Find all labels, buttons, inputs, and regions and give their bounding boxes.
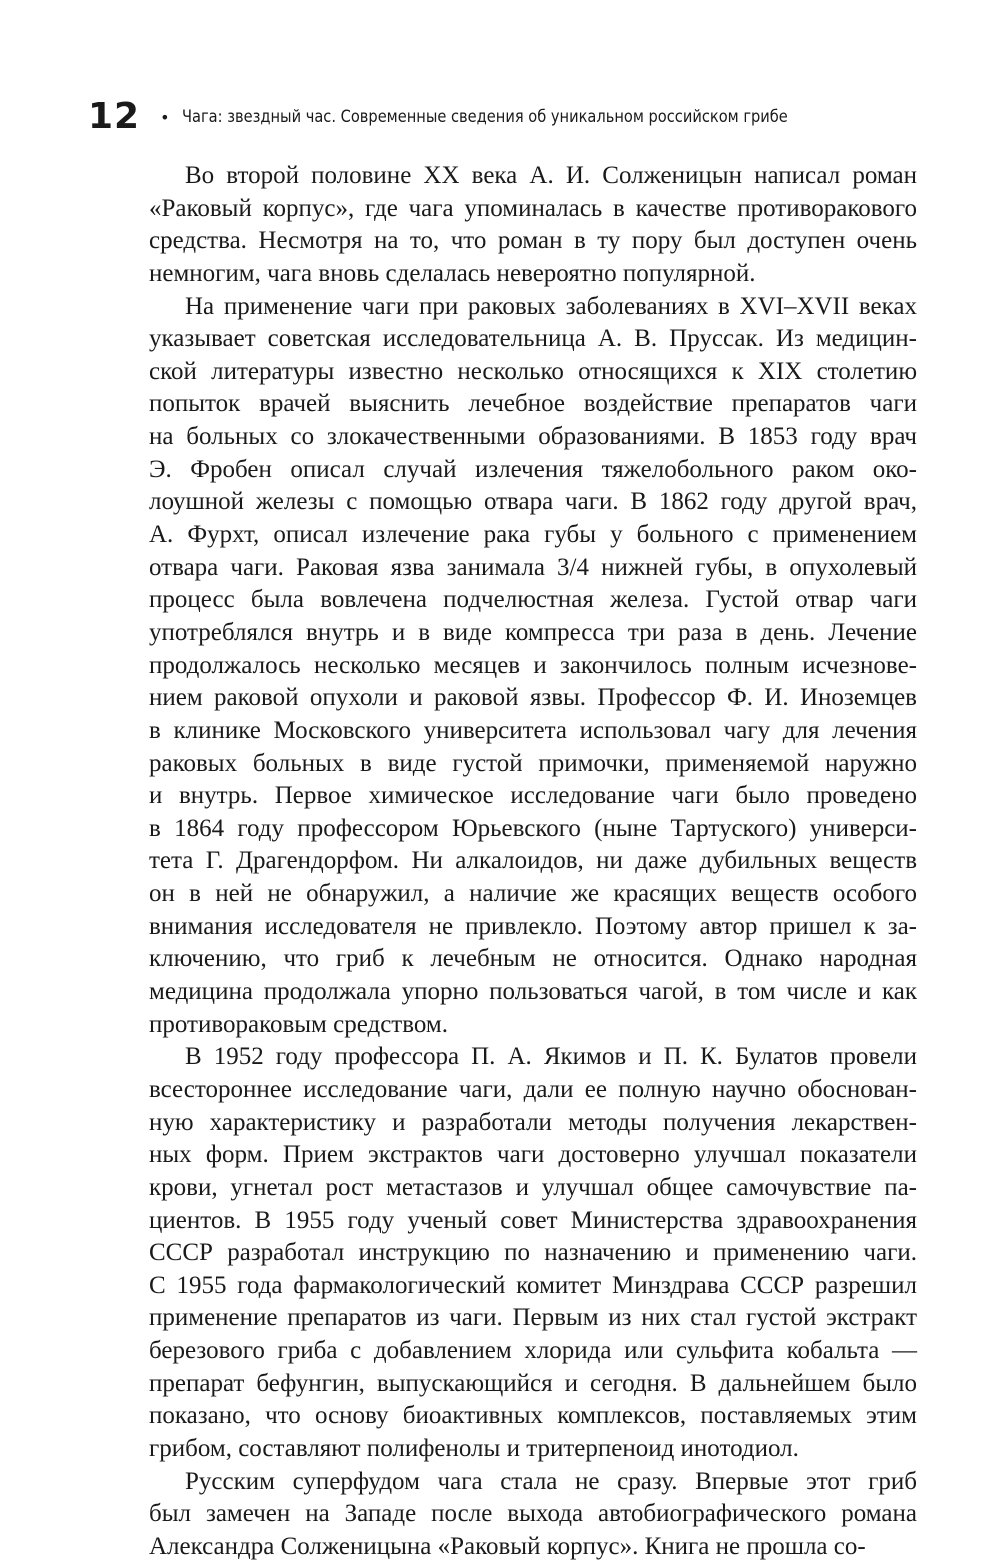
text-line: лоушной железы с помощью отвара чаги. В 1862 году другой врач, bbox=[149, 488, 917, 516]
text-line: употреблялся внутрь и в виде компресса три раза в день. Лечение bbox=[149, 618, 917, 646]
running-head bbox=[88, 92, 928, 142]
text-line: процесс была вовлечена подчелюстная железа. Густой отвар чаги bbox=[149, 586, 917, 614]
text-line: был замечен на Западе после выхода автобиографического романа bbox=[149, 1500, 917, 1528]
text-line: ную характеристику и разработали методы получения лекарствен- bbox=[149, 1108, 917, 1136]
text-line: Александра Солженицына «Раковый корпус». Книга не прошла со- bbox=[149, 1532, 866, 1560]
text-line: препарат бефунгин, выпускающийся и сегодня. В дальнейшем было bbox=[149, 1369, 917, 1397]
text-line: средства. Несмотря на то, что роман в ту пору был доступен очень bbox=[149, 227, 917, 255]
text-line: он в ней не обнаружил, а наличие же красящих веществ особого bbox=[149, 880, 917, 908]
text-line: тета Г. Драгендорфом. Ни алкалоидов, ни даже дубильных веществ bbox=[149, 847, 917, 875]
text-line: в клинике Московского университета использовал чагу для лечения bbox=[149, 716, 917, 744]
page-number: 12 bbox=[88, 96, 141, 137]
paragraph bbox=[149, 160, 917, 291]
text-line: циентов. В 1955 году ученый совет Министерства здравоохранения bbox=[149, 1206, 917, 1234]
text-line: грибом, составляют полифенолы и тритерпеноид инотодиол. bbox=[149, 1434, 799, 1462]
body-text bbox=[149, 160, 917, 1564]
text-line: ных форм. Прием экстрактов чаги достоверно улучшал показатели bbox=[149, 1141, 917, 1169]
text-line: продолжалось несколько месяцев и закончилось полным исчезнове- bbox=[149, 651, 917, 679]
text-line: внимания исследователя не привлекло. Поэтому автор пришел к за- bbox=[149, 912, 917, 940]
text-line: немногим, чага вновь сделалась невероятно популярной. bbox=[149, 259, 756, 287]
running-title: Чага: звездный час. Современные сведения об уникальном российском грибе bbox=[181, 107, 788, 127]
text-line: попыток врачей выяснить лечебное воздействие препаратов чаги bbox=[149, 390, 917, 418]
text-line: отвара чаги. Раковая язва занимала 3/4 нижней губы, в опухолевый bbox=[149, 553, 917, 581]
text-line: «Раковый корпус», где чага упоминалась в качестве противоракового bbox=[149, 194, 917, 222]
text-line: На применение чаги при раковых заболеваниях в XVI–XVII веках bbox=[185, 292, 917, 320]
text-line: нием раковой опухоли и раковой язвы. Профессор Ф. И. Иноземцев bbox=[149, 684, 917, 712]
text-line: и внутрь. Первое химическое исследование чаги было проведено bbox=[149, 782, 917, 810]
text-line: березового гриба с добавлением хлорида или сульфита кобальта — bbox=[149, 1337, 917, 1365]
text-line: ключению, что гриб к лечебным не относится. Однако народная bbox=[149, 945, 917, 973]
text-line: Русским суперфудом чага стала не сразу. Впервые этот гриб bbox=[185, 1467, 917, 1495]
text-line: крови, угнетал рост метастазов и улучшал общее самочувствие па- bbox=[149, 1173, 917, 1201]
text-line: противораковым средством. bbox=[149, 1010, 448, 1038]
bullet-icon: • bbox=[160, 107, 170, 127]
paragraph bbox=[149, 1466, 917, 1564]
text-line: медицина продолжала упорно пользоваться чагой, в том числе и как bbox=[149, 978, 917, 1006]
text-line: показано, что основу биоактивных комплексов, поставляемых этим bbox=[149, 1402, 917, 1430]
text-line: Э. Фробен описал случай излечения тяжелобольного раком око- bbox=[149, 455, 917, 483]
text-line: В 1952 году профессора П. А. Якимов и П. К. Булатов провели bbox=[185, 1043, 917, 1071]
text-line: ской литературы известно несколько относящихся к XIX столетию bbox=[149, 357, 917, 385]
text-line: А. Фурхт, описал излечение рака губы у больного с применением bbox=[149, 521, 917, 549]
paragraph bbox=[149, 1041, 917, 1465]
text-line: СССР разработал инструкцию по назначению и применению чаги. bbox=[149, 1239, 917, 1267]
text-line: указывает советская исследовательница А. В. Пруссак. Из медицин- bbox=[149, 325, 917, 353]
text-line: на больных со злокачественными образованиями. В 1853 году врач bbox=[149, 423, 917, 451]
text-line: Во второй половине XX века А. И. Солженицын написал роман bbox=[185, 162, 917, 189]
text-line: применение препаратов из чаги. Первым из них стал густой экстракт bbox=[149, 1304, 917, 1332]
paragraph bbox=[149, 291, 917, 1042]
text-line: С 1955 года фармакологический комитет Минздрава СССР разрешил bbox=[149, 1271, 917, 1299]
text-line: в 1864 году профессором Юрьевского (ныне Тартуского) универси- bbox=[149, 814, 917, 842]
text-line: всестороннее исследование чаги, дали ее полную научно обоснован- bbox=[149, 1075, 917, 1103]
text-line: раковых больных в виде густой примочки, применяемой наружно bbox=[149, 749, 917, 777]
